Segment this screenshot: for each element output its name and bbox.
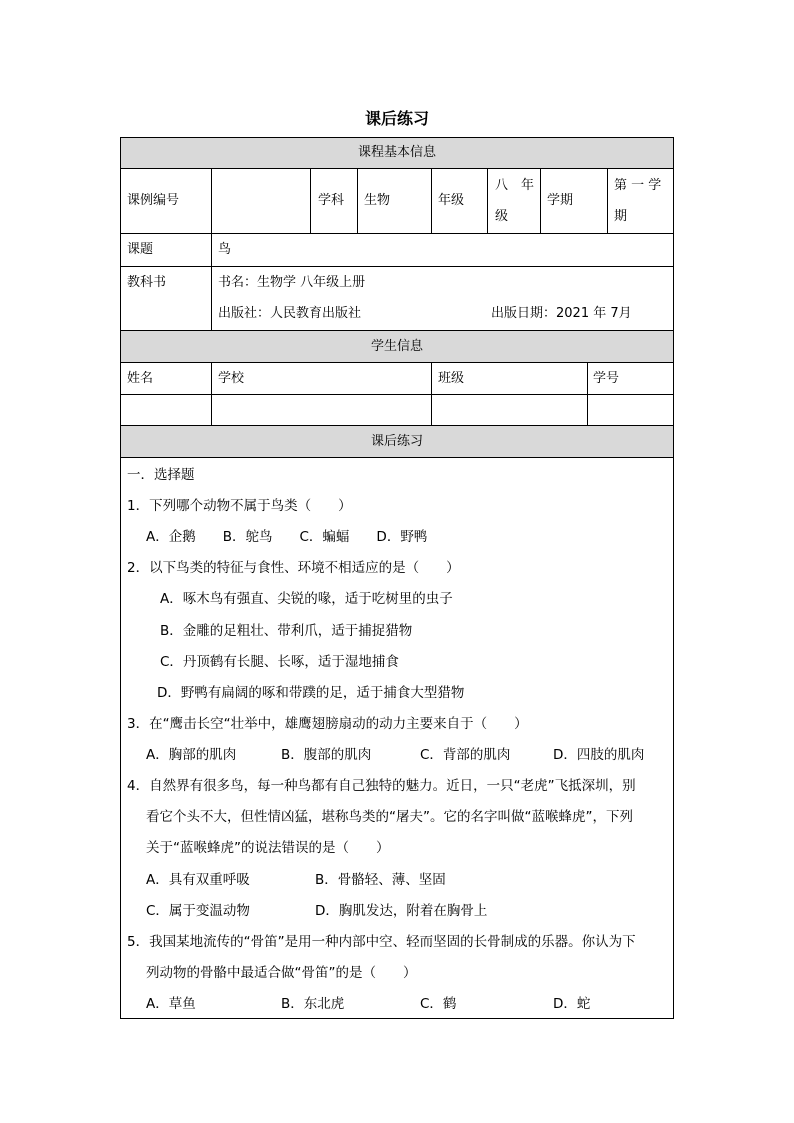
q4-option-d: D．胸肌发达，附着在胸骨上 [315, 903, 488, 919]
table-rule [120, 457, 674, 458]
q4-option-a: A．具有双重呼吸 [146, 872, 250, 888]
q3-option-b: B．腹部的肌肉 [281, 747, 372, 763]
q4-option-b: B．骨骼轻、薄、坚固 [315, 872, 446, 888]
student-id-label: 学号 [593, 371, 620, 386]
q3-option-d: D．四肢的肌肉 [553, 747, 645, 763]
q2-stem: 2．以下鸟类的特征与食性、环境不相适应的是（ ） [127, 560, 460, 576]
table-rule [120, 266, 674, 267]
q4-stem-line1: 4．自然界有很多鸟，每一种鸟都有自己独特的魅力。近日，一只“老虎”飞抵深圳，别 [127, 778, 636, 794]
q5-option-a: A．草鱼 [146, 996, 196, 1012]
q1-stem: 1．下列哪个动物不属于鸟类（ ） [127, 498, 352, 514]
table-rule [487, 168, 488, 233]
q5-stem-line1: 5．我国某地流传的“骨笛”是用一种内部中空、轻而坚固的长骨制成的乐器。你认为下 [127, 934, 636, 950]
grade-label: 年级 [438, 193, 465, 208]
course-info-header-text: 课程基本信息 [357, 145, 436, 160]
q3-stem: 3．在“鹰击长空“壮举中，雄鹰翅膀扇动的动力主要来自于（ ） [127, 716, 528, 732]
table-rule [120, 330, 674, 331]
table-rule [211, 168, 212, 330]
school-label: 学校 [218, 371, 245, 386]
q3-option-a: A．胸部的肌肉 [146, 747, 237, 763]
school-field[interactable] [212, 395, 430, 425]
grade-value-line1: 八 年 [495, 178, 535, 193]
student-id-field[interactable] [588, 395, 673, 425]
page-title: 课后练习 [364, 109, 429, 128]
q2-option-a: A．啄木鸟有强直、尖锐的喙，适于吃树里的虫子 [160, 591, 453, 607]
practice-header-text: 课后练习 [370, 434, 423, 449]
table-rule [120, 168, 674, 169]
case-no-label: 课例编号 [127, 193, 180, 208]
grade-value-line2: 级 [495, 209, 509, 224]
table-rule [607, 168, 608, 233]
textbook-label: 教科书 [127, 275, 167, 290]
topic-value: 鸟 [218, 242, 232, 257]
q2-option-d: D．野鸭有扁阔的啄和带蹼的足，适于捕食大型猎物 [157, 685, 465, 701]
table-rule [431, 168, 432, 233]
q5-option-d: D．蛇 [553, 996, 591, 1012]
term-value-line2: 期 [614, 209, 628, 224]
term-label: 学期 [547, 193, 574, 208]
topic-label: 课题 [127, 242, 154, 257]
q2-option-b: B．金雕的足粗壮、带利爪，适于捕捉猎物 [160, 623, 413, 639]
q4-stem-line2: 看它个头不大，但性情凶猛，堪称鸟类的“屠夫”。它的名字叫做“蓝喉蜂虎”，下列 [146, 809, 633, 825]
q5-option-c: C．鹤 [420, 996, 457, 1012]
publish-date: 出版日期：2021 年 7月 [491, 306, 632, 321]
class-label: 班级 [438, 371, 465, 386]
publisher: 出版社：人民教育出版社 [218, 306, 362, 321]
table-rule [357, 168, 358, 233]
name-label: 姓名 [127, 371, 154, 386]
table-rule [120, 425, 674, 426]
q4-stem-line3: 关于“蓝喉蜂虎”的说法错误的是（ ） [146, 840, 390, 856]
q2-option-c: C．丹顶鹤有长腿、长啄，适于湿地捕食 [160, 654, 399, 670]
q3-option-c: C．背部的肌肉 [420, 747, 511, 763]
exercise-heading: 一．选择题 [127, 467, 195, 483]
name-field[interactable] [121, 395, 210, 425]
subject-value: 生物 [364, 193, 391, 208]
q5-option-b: B．东北虎 [281, 996, 345, 1012]
book-name: 书名：生物学 八年级上册 [218, 275, 366, 290]
q1-options: A．企鹅 B．鸵鸟 C．蝙蝠 D．野鸭 [146, 529, 428, 545]
table-rule [120, 233, 674, 234]
student-info-header-text: 学生信息 [370, 339, 423, 354]
table-rule [310, 168, 311, 233]
class-field[interactable] [432, 395, 586, 425]
table-rule [540, 168, 541, 233]
table-rule [120, 362, 674, 363]
term-value-line1: 第 一 学 [614, 178, 662, 193]
subject-label: 学科 [318, 193, 345, 208]
q4-option-c: C．属于变温动物 [146, 903, 250, 919]
q5-stem-line2: 列动物的骨骼中最适合做“骨笛”的是（ ） [146, 965, 417, 981]
